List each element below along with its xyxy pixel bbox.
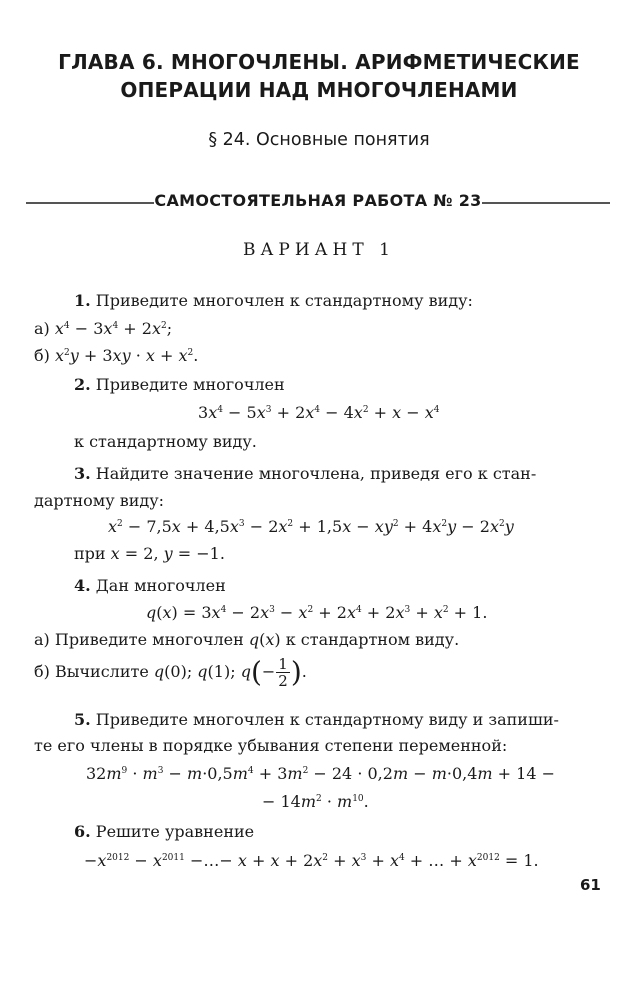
- task-1-text: Приведите многочлен к стандартному виду:: [95, 291, 473, 310]
- task-4-formula: $q(x) = 3x^4 - 2x^3 - x^2 + 2x^4 + 2x^3 + x^2 + 1$.: [146, 603, 488, 622]
- task-1b-label: б): [34, 346, 50, 365]
- task-3-formula: $x^2 - 7,5x + 4,5x^3 - 2x^2 + 1,5x - xy^2 + 4x^2y - 2x^2y$: [108, 517, 514, 536]
- task-6-number: 6.: [74, 822, 91, 841]
- task-5-number: 5.: [74, 710, 91, 729]
- task-1a: [34, 318, 172, 340]
- fraction-one-half: $\frac{1}{2}$: [278, 655, 288, 690]
- work-title: САМОСТОЯТЕЛЬНАЯ РАБОТА № 23: [154, 191, 482, 210]
- chapter-title-line-2: ОПЕРАЦИИ НАД МНОГОЧЛЕНАМИ: [120, 78, 518, 102]
- task-3-condition-values: x = 2, y = −1.: [110, 544, 225, 563]
- task-3-statement: [74, 463, 536, 485]
- task-3-condition: [74, 543, 225, 565]
- task-5-text-continued: те его члены в порядке убывания степени переменной:: [34, 736, 508, 755]
- task-6-equation: $-x^{2012} - x^{2011}$ −…− $x + x + 2x^2 + x^3 + x^4$ + … + $x^{2012} = 1$.: [84, 851, 539, 870]
- task-4b-formula: q(0); q(1); q(− $\frac{1}{2}$ ).: [153, 655, 307, 690]
- task-1a-label: а): [34, 319, 50, 338]
- task-2-statement: [74, 374, 285, 396]
- page-number: 61: [580, 876, 601, 894]
- task-4a-function: q: [248, 630, 260, 649]
- task-4a-tail: к стандартном виду.: [285, 630, 460, 649]
- task-6-text: Решите уравнение: [95, 822, 255, 841]
- variant-heading: ВАРИАНТ 1: [243, 240, 395, 260]
- title-rule-right: [482, 202, 610, 204]
- task-5-formula-line-2: − $14m^2 \cdot m^{10}$.: [262, 792, 369, 811]
- task-5-statement: [74, 709, 559, 731]
- task-3-text: Найдите значение многочлена, приведя его к стан-: [95, 464, 537, 483]
- task-4b-label: б) Вычислите: [34, 662, 149, 681]
- task-4b: [34, 652, 307, 692]
- task-3-condition-label: при: [74, 544, 106, 563]
- task-1b: [34, 345, 198, 367]
- task-2-text: Приведите многочлен: [95, 375, 285, 394]
- task-3-number: 3.: [74, 464, 91, 483]
- task-2-formula: $3x^4 - 5x^3 + 2x^4 - 4x^2 + x - x^4$: [198, 403, 440, 422]
- task-1-number: 1.: [74, 291, 91, 310]
- task-2-number: 2.: [74, 375, 91, 394]
- section-heading: § 24. Основные понятия: [208, 130, 430, 150]
- chapter-title-line-1: ГЛАВА 6. МНОГОЧЛЕНЫ. АРИФМЕТИЧЕСКИЕ: [58, 50, 580, 74]
- task-6-statement: [74, 821, 254, 843]
- task-4-text: Дан многочлен: [95, 576, 226, 595]
- task-4a-label: а) Приведите многочлен: [34, 630, 244, 649]
- task-5-text: Приведите многочлен к стандартному виду и запиши-: [95, 710, 559, 729]
- chapter-title: [0, 48, 638, 104]
- work-title-bar: [26, 189, 610, 215]
- task-5-formula-line-1: $32m^9 \cdot m^3 - m\cdot 0,5m^4 + 3m^2 - 24 \cdot 0,2m - m\cdot 0,4m + 14$ −: [86, 764, 555, 783]
- task-2-tail: к стандартному виду.: [74, 432, 257, 451]
- task-1-statement: [74, 290, 473, 312]
- task-4-number: 4.: [74, 576, 91, 595]
- task-4a: а) Приведите многочлен q(x) к стандартном виду.: [34, 630, 460, 649]
- task-3-text-continued: дартному виду:: [34, 491, 165, 510]
- task-4-statement: [74, 575, 226, 597]
- task-1a-formula: $x^4 - 3x^4 + 2x^2$;: [54, 319, 173, 338]
- task-1b-formula: $x^2y + 3xy \cdot x + x^2$.: [54, 346, 199, 365]
